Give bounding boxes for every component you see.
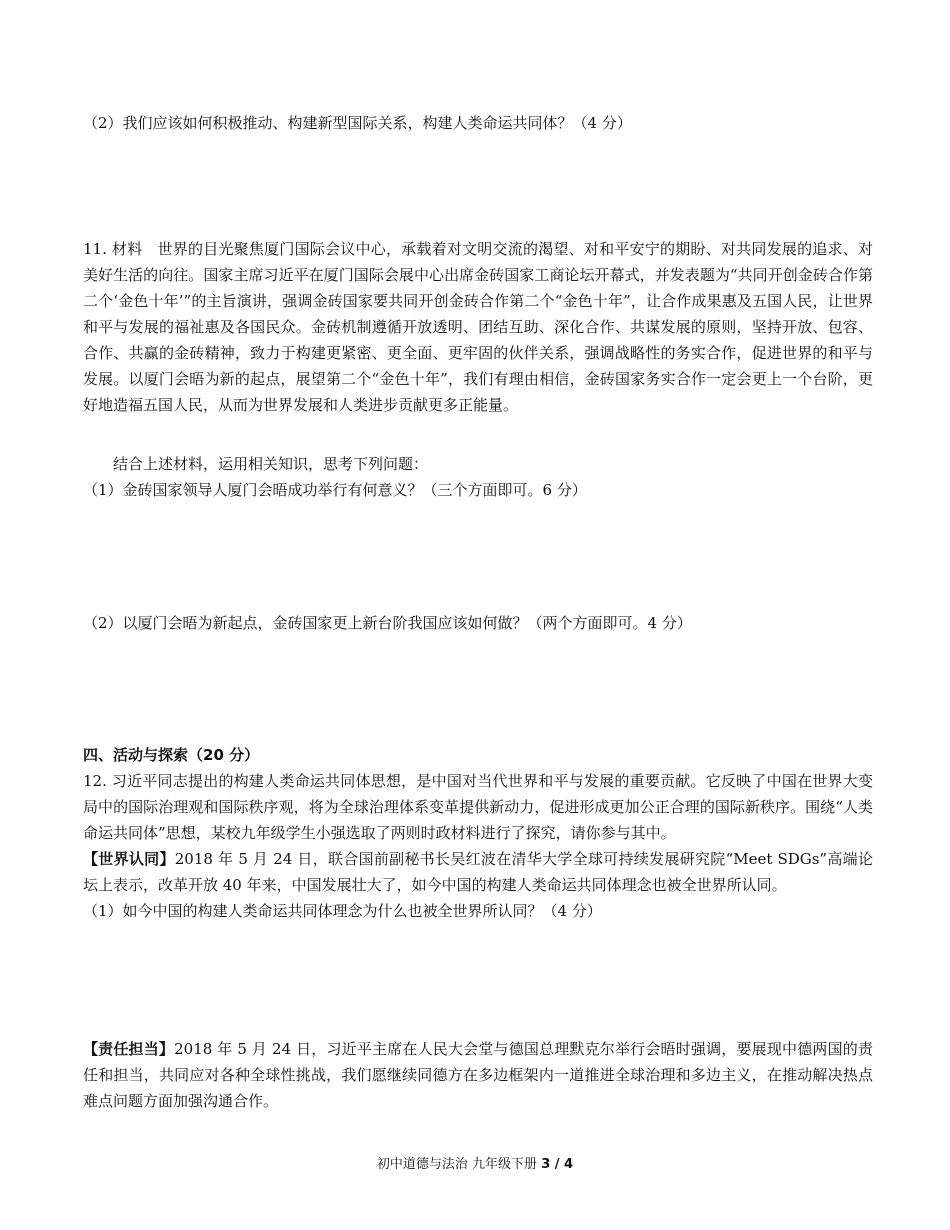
q11-material: 11. 材料 世界的目光聚焦厦门国际会议中心，承载着对文明交流的渴望、对和平安宁的期盼、对共同发展的追求、对美好生活的向往。国家主席习近平在厦门国际会展中心出席金砖国家工商论坛开幕式，并发表题为“共同开创金砖合作第二个‘金色十年’”的主旨演讲，强调金砖国家要共同开创金砖合作第二个“金色十年”，让合作成果惠及五国人民，让世界和平与发展的福祉惠及各国民众。金砖机制遵循开放透明、团结互助、深化合作、共谋发展的原则，坚持开放、包容、合作、共赢的金砖精神，致力于构建更紧密、更全面、更牢固的伙伴关系，强调战略性的务实合作，促进世界的和平与发展。以厦门会晤为新的起点，展望第二个“金色十年”，我们有理由相信，金砖国家务实合作一定会更上一个台阶，更好地造福五国人民，从而为世界发展和人类进步贡献更多正能量。 bbox=[83, 240, 873, 414]
q12-sub1-question: （1）如今中国的构建人类命运共同体理念为什么也被全世界所认同？（4 分） bbox=[83, 902, 602, 920]
footer-course: 初中道德与法治 九年级下册 bbox=[376, 1157, 538, 1172]
page-footer bbox=[0, 1156, 950, 1174]
q12-responsibility bbox=[83, 1036, 873, 1114]
q11-instruction: 结合上述材料，运用相关知识，思考下列问题： bbox=[113, 455, 429, 473]
q10-sub2-question: （2）我们应该如何积极推动、构建新型国际关系，构建人类命运共同体？（4 分） bbox=[83, 114, 632, 132]
q11-sub1-question: （1）金砖国家领导人厦门会晤成功举行有何意义？（三个方面即可。6 分） bbox=[83, 481, 587, 499]
section4-heading: 四、活动与探索（20 分） bbox=[83, 746, 260, 764]
q11-sub2-question: （2）以厦门会晤为新起点，金砖国家更上新台阶我国应该如何做？（两个方面即可。4 分） bbox=[83, 614, 692, 632]
responsibility-label: 【责任担当】 bbox=[83, 1040, 175, 1058]
q12-world-recognition bbox=[83, 846, 873, 898]
responsibility-text: 2018 年 5 月 24 日，习近平主席在人民大会堂与德国总理默克尔举行会晤时强调，要展现中德两国的责任和担当，共同应对各种全球性挑战，我们愿继续同德方在多边框架内一道推进全球治理和多边主义，在推动解决热点难点问题方面加强沟通合作。 bbox=[83, 1040, 873, 1110]
world-recognition-text: 2018 年 5 月 24 日，联合国前副秘书长吴红波在清华大学全球可持续发展研究院“Meet SDGs”高端论坛上表示，改革开放 40 年来，中国发展壮大了，如今中国的构建人类命运共同体理念也被全世界所认同。 bbox=[83, 850, 873, 894]
footer-page-number: 3 / 4 bbox=[541, 1157, 574, 1172]
q12-intro: 12. 习近平同志提出的构建人类命运共同体思想，是中国对当代世界和平与发展的重要贡献。它反映了中国在世界大变局中的国际治理观和国际秩序观，将为全球治理体系变革提供新动力，促进形成更加公正合理的国际新秩序。围绕“人类命运共同体”思想，某校九年级学生小强选取了两则时政材料进行了探究，请你参与其中。 bbox=[83, 772, 873, 842]
world-recognition-label: 【世界认同】 bbox=[83, 850, 175, 868]
